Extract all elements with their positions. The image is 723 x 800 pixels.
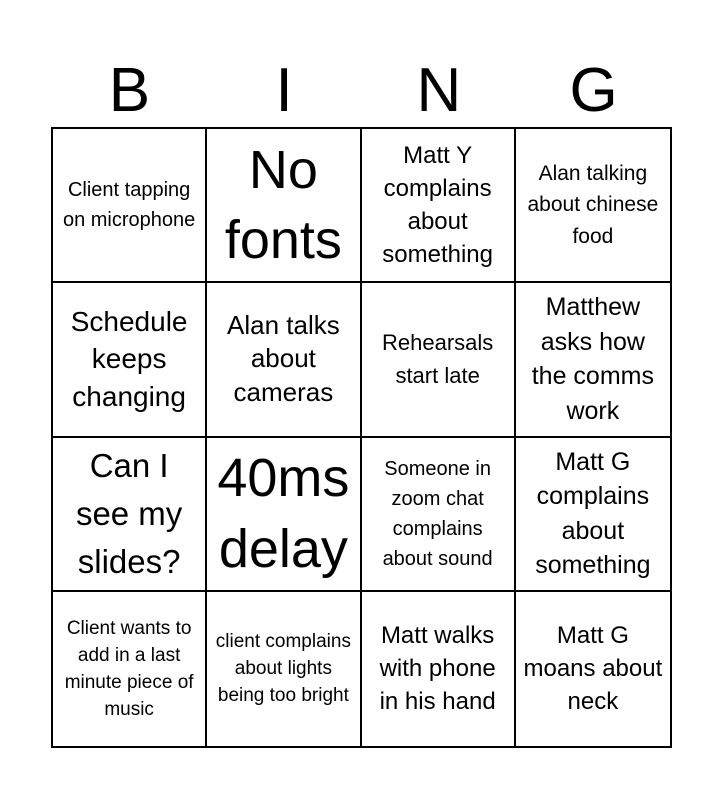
bingo-cell-text: Rehearsals start late <box>381 330 494 389</box>
bingo-cell-text: 40ms delay <box>217 448 350 579</box>
bingo-cell-text: client complains about lights being too bright <box>215 631 351 707</box>
bingo-cell[interactable] <box>53 129 207 283</box>
bingo-cell[interactable] <box>207 283 361 437</box>
bingo-cell-text: Can I see my slides? <box>75 446 183 580</box>
bingo-cell[interactable] <box>207 129 361 283</box>
bingo-cell-text: Schedule keeps changing <box>70 305 188 413</box>
bingo-cell[interactable] <box>207 438 361 592</box>
bingo-cell-text: Alan talks about cameras <box>227 309 340 408</box>
bingo-cell-text: Client wants to add in a last minute piece of music <box>64 617 194 721</box>
bingo-cell-text: Client tapping on microphone <box>62 179 196 232</box>
bingo-cell[interactable] <box>362 592 516 746</box>
bingo-cell[interactable] <box>516 592 670 746</box>
bingo-cell-text: Matt G complains about something <box>535 447 651 580</box>
bingo-header <box>52 58 671 124</box>
bingo-cell[interactable] <box>362 438 516 592</box>
bingo-cell[interactable] <box>362 283 516 437</box>
bingo-cell-text: Matthew asks how the comms work <box>531 293 654 425</box>
bingo-cell-text: No fonts <box>224 139 342 271</box>
bingo-cell[interactable] <box>53 592 207 746</box>
bingo-cell[interactable] <box>362 129 516 283</box>
header-letter-i: I <box>275 56 293 125</box>
header-letter-g: G <box>569 56 618 125</box>
bingo-cell-text: Someone in zoom chat complains about sound <box>382 457 493 570</box>
bingo-cell[interactable] <box>516 283 670 437</box>
header-letter-n: N <box>416 56 462 125</box>
bingo-cell-text: Matt Y complains about something <box>382 141 493 269</box>
bingo-cell-text: Matt walks with phone in his hand <box>379 622 496 716</box>
bingo-board <box>51 127 672 748</box>
bingo-cell[interactable] <box>53 438 207 592</box>
bingo-cell[interactable] <box>516 438 670 592</box>
bingo-cell[interactable] <box>53 283 207 437</box>
bingo-cell[interactable] <box>207 592 361 746</box>
header-letter-b: B <box>108 56 151 125</box>
bingo-cell[interactable] <box>516 129 670 283</box>
bingo-cell-text: Alan talking about chinese food <box>527 161 659 248</box>
bingo-cell-text: Matt G moans about neck <box>523 622 663 716</box>
